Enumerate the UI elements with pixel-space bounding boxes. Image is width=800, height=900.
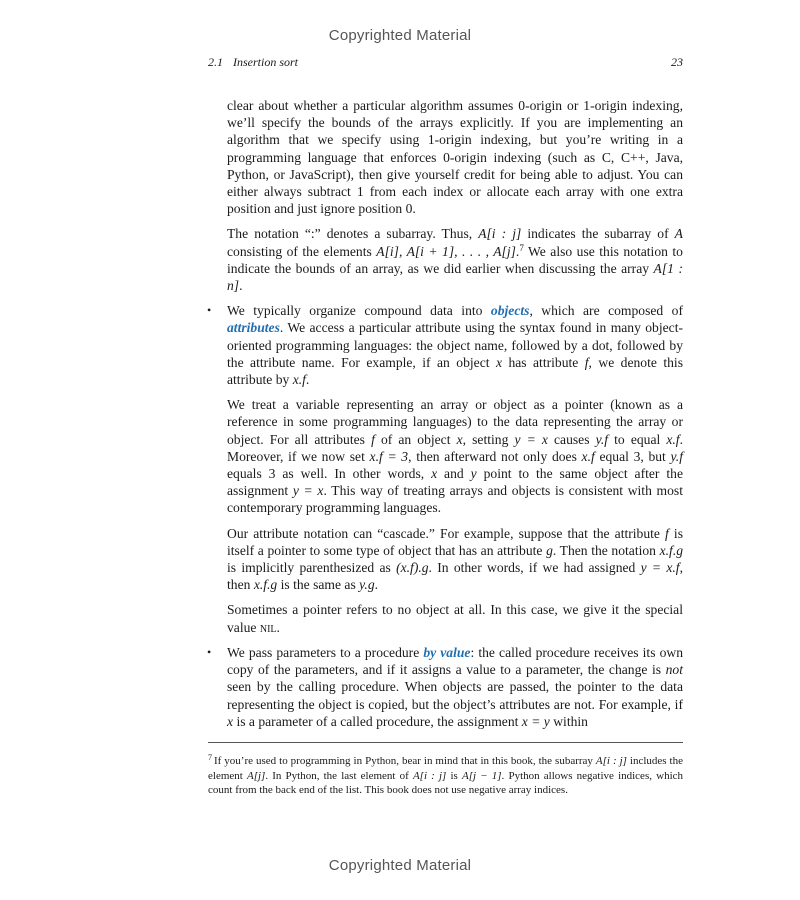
text: and bbox=[437, 466, 471, 482]
page-body bbox=[207, 97, 684, 738]
text: . We access a particular attribute using the syntax found in many object-oriented programming languages: the object name, followed by a dot, followed by the attribute name. For example, if an object bbox=[227, 320, 683, 370]
text: . bbox=[239, 278, 243, 294]
math: x.f bbox=[581, 448, 595, 464]
math: f bbox=[371, 431, 375, 447]
footnote-divider bbox=[208, 742, 683, 743]
term-attributes[interactable]: attributes bbox=[227, 320, 280, 336]
bullet-item-objects bbox=[207, 302, 684, 636]
text: seen by the calling procedure. When objects are passed, the pointer to the data representing the object is copied, but the object’s attributes are not. For example, if bbox=[227, 679, 683, 712]
text: We treat a variable representing an array or object as a pointer (known as a reference in some programming languages) to the data representing the array or object. For all attributes bbox=[227, 397, 683, 447]
text: . bbox=[276, 619, 280, 635]
text: Sometimes a pointer refers to no object at all. In this case, we give it the special value bbox=[227, 602, 683, 635]
math: y = x.f bbox=[640, 560, 680, 576]
footnote-mark: 7 bbox=[208, 753, 212, 762]
paragraph-objects bbox=[227, 302, 683, 388]
text: . In other words, if we had assigned bbox=[428, 560, 641, 576]
math: y.f bbox=[595, 431, 609, 447]
text: , which are composed of bbox=[529, 303, 683, 319]
text: of an object bbox=[374, 431, 457, 447]
text: indicates the subarray of bbox=[521, 226, 675, 242]
math: y.g bbox=[359, 577, 375, 593]
math: x = y bbox=[521, 713, 550, 729]
text: . Python allows negative indices, which count from the back end of the list. This book does not use negative array indices. bbox=[208, 769, 684, 797]
watermark-top: Copyrighted Material bbox=[328, 27, 472, 44]
text: includes the element bbox=[208, 755, 683, 782]
text: . bbox=[515, 243, 520, 259]
footnote-reference[interactable]: 7 bbox=[519, 242, 524, 253]
text: Our attribute notation can “cascade.” For example, suppose that the attribute bbox=[227, 525, 666, 541]
text: is a parameter of a called procedure, the assignment bbox=[233, 713, 522, 729]
text: has attribute bbox=[502, 354, 585, 370]
math: A[i : j] bbox=[478, 226, 522, 242]
text: We also use this notation to indicate the bounds of an array, as we did earlier when discussing the array bbox=[227, 243, 683, 276]
text: , setting bbox=[462, 431, 515, 447]
math: x.f bbox=[666, 431, 680, 447]
math: x.f bbox=[292, 372, 306, 388]
emphasis: not bbox=[665, 662, 683, 678]
text: . bbox=[305, 372, 310, 388]
paragraph-pointers bbox=[227, 396, 683, 516]
running-head bbox=[208, 55, 683, 71]
section-heading bbox=[208, 55, 298, 70]
nil-keyword: nil bbox=[259, 619, 277, 635]
watermark-bottom: Copyrighted Material bbox=[328, 857, 472, 874]
math: y = x bbox=[514, 431, 548, 447]
text: We pass parameters to a procedure bbox=[227, 644, 424, 660]
math: A bbox=[674, 226, 683, 242]
math: A[j − 1] bbox=[461, 769, 502, 782]
text: . Moreover, if we now set bbox=[227, 431, 683, 464]
math: x.f.g bbox=[253, 577, 278, 593]
math: (x.f).g bbox=[396, 560, 429, 576]
text: point to the same object after the assignment bbox=[227, 466, 683, 499]
math: A[j] bbox=[246, 769, 266, 782]
math: A[i : j] bbox=[595, 755, 627, 767]
text: within bbox=[549, 713, 588, 729]
term-objects[interactable]: objects bbox=[490, 303, 530, 319]
footnote-7 bbox=[208, 754, 683, 798]
paragraph-nil bbox=[227, 601, 683, 635]
paragraph-subarray-notation bbox=[227, 225, 683, 294]
math: f bbox=[665, 525, 669, 541]
text: , then bbox=[227, 560, 683, 593]
text: We typically organize compound data into bbox=[227, 303, 491, 319]
bullet-icon: • bbox=[207, 644, 212, 659]
text: is bbox=[446, 769, 462, 782]
paragraph-by-value bbox=[227, 644, 683, 730]
math: x.f.g bbox=[659, 542, 684, 558]
math: y bbox=[470, 466, 477, 482]
text: consisting of the elements bbox=[227, 243, 377, 259]
text: . Then the notation bbox=[552, 542, 660, 558]
section-title: Insertion sort bbox=[233, 55, 299, 69]
math: x bbox=[495, 354, 502, 370]
math: f bbox=[584, 354, 589, 370]
text: to equal bbox=[608, 431, 667, 447]
math: x bbox=[431, 466, 438, 482]
text: . In Python, the last element of bbox=[265, 769, 413, 782]
text: . bbox=[374, 577, 379, 593]
text: If you’re used to programming in Python, bear in mind that in this book, the subarray bbox=[214, 755, 596, 767]
text: , then afterward not only does bbox=[408, 448, 582, 464]
section-number: 2.1 bbox=[208, 55, 223, 69]
math: g bbox=[546, 542, 553, 558]
paragraph-indexing: clear about whether a particular algorithm assumes 0-origin or 1-origin indexing, we’ll specify the bounds of the arrays explicitly. If you are implementing an algorithm that we specify using 1-origin indexing, but you’re writing in a programming language that enforces 0-origin indexing (such as C, C++, Java, Python, or JavaScript), then give yourself credit for being able to adjust. You can either always subtract 1 from each index or allocate each array with one extra position and just ignore position 0. bbox=[227, 98, 683, 217]
paragraph-cascade bbox=[227, 525, 683, 594]
math: x bbox=[227, 713, 234, 729]
page-number: 23 bbox=[671, 55, 683, 69]
term-by-value[interactable]: by value bbox=[423, 644, 471, 660]
math: A[i : j] bbox=[412, 769, 447, 782]
math: x.f = 3 bbox=[369, 448, 409, 464]
math: A[i], A[i + 1], . . . , A[j] bbox=[376, 243, 516, 259]
math: y.f bbox=[670, 448, 683, 464]
text: is implicitly parenthesized as bbox=[227, 560, 397, 576]
text: equal 3, but bbox=[594, 448, 671, 464]
math: A[1 : n] bbox=[227, 260, 683, 294]
text: . This way of treating arrays and objects is consistent with most contemporary programming languages. bbox=[227, 483, 683, 516]
bullet-icon: • bbox=[207, 303, 212, 318]
text: causes bbox=[547, 431, 596, 447]
text: , we denote this attribute by bbox=[227, 354, 683, 388]
text: equals 3 as well. In other words, bbox=[227, 466, 432, 482]
text: is itself a pointer to some type of object that has an attribute bbox=[227, 525, 683, 558]
math: x bbox=[456, 431, 463, 447]
math: y = x bbox=[292, 483, 324, 499]
text: is the same as bbox=[277, 577, 360, 593]
text: : the called procedure receives its own copy of the parameters, and if it assigns a value to a parameter, the change is bbox=[227, 644, 683, 678]
bullet-item-by-value bbox=[207, 644, 683, 730]
text: The notation “:” denotes a subarray. Thus, bbox=[227, 226, 479, 242]
